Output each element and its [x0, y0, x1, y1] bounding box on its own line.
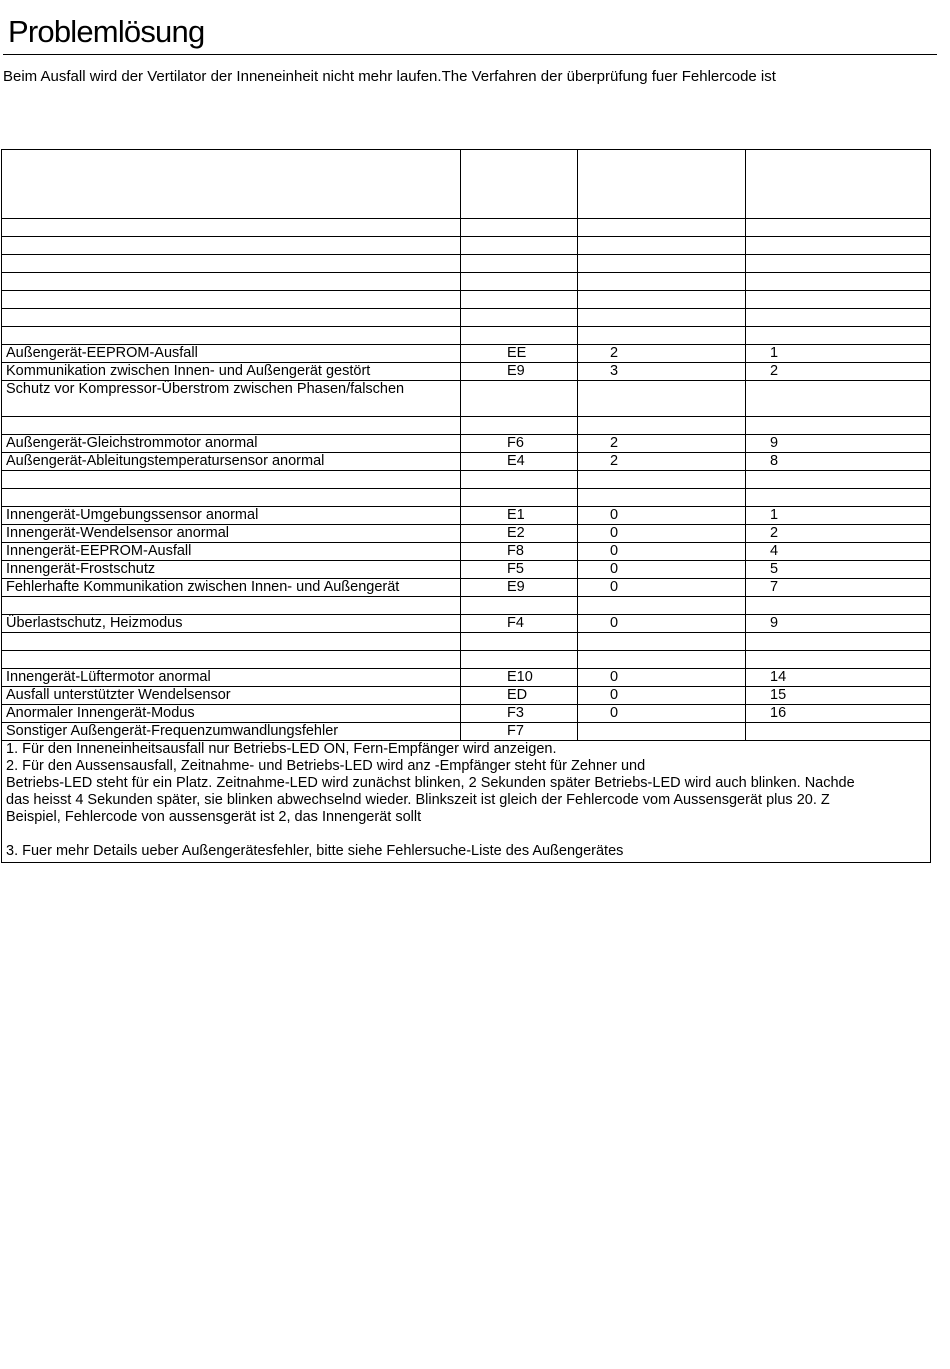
- error-description: Außengerät-Gleichstrommotor anormal: [2, 435, 461, 453]
- error-description: Innengerät-EEPROM-Ausfall: [2, 543, 461, 561]
- blink-count-1: [578, 723, 746, 741]
- blink-count-2: [746, 417, 931, 435]
- error-code: E9: [461, 363, 578, 381]
- blink-count-2: [746, 723, 931, 741]
- error-code: F8: [461, 543, 578, 561]
- notes-row: [2, 741, 931, 863]
- blink-count-2: 9: [746, 435, 931, 453]
- error-code: F5: [461, 561, 578, 579]
- blink-count-2: 5: [746, 561, 931, 579]
- error-description: [2, 150, 461, 219]
- error-code: [461, 417, 578, 435]
- error-description: [2, 417, 461, 435]
- note-line: das heisst 4 Sekunden später, sie blinken abwechselnd wieder. Blinkszeit ist gleich der Fehlercode vom Aussensgerät plus 20. Z: [6, 792, 830, 808]
- table-row: [2, 219, 931, 237]
- error-description: Schutz vor Kompressor-Überstrom zwischen Phasen/falschen: [2, 381, 461, 417]
- note-line: Betriebs-LED steht für ein Platz. Zeitnahme-LED wird zunächst blinken, 2 Sekunden später Betriebs-LED wird auch blinken. Nachde: [6, 775, 855, 791]
- blink-count-2: [746, 273, 931, 291]
- blink-count-1: [578, 381, 746, 417]
- blink-count-2: 1: [746, 345, 931, 363]
- blink-count-2: 2: [746, 363, 931, 381]
- blink-count-1: [578, 597, 746, 615]
- error-description: [2, 255, 461, 273]
- table-row: [2, 525, 931, 543]
- blink-count-2: [746, 309, 931, 327]
- blink-count-1: 0: [578, 525, 746, 543]
- blink-count-1: 0: [578, 669, 746, 687]
- error-code: [461, 255, 578, 273]
- error-description: Innengerät-Frostschutz: [2, 561, 461, 579]
- error-description: Außengerät-Ableitungstemperatursensor anormal: [2, 453, 461, 471]
- blink-count-1: 2: [578, 435, 746, 453]
- error-description: Kommunikation zwischen Innen- und Außengerät gestört: [2, 363, 461, 381]
- error-description: Innengerät-Wendelsensor anormal: [2, 525, 461, 543]
- error-description: Innengerät-Lüftermotor anormal: [2, 669, 461, 687]
- blink-count-2: [746, 651, 931, 669]
- error-code: E9: [461, 579, 578, 597]
- page-title: Problemlösung: [8, 14, 205, 49]
- blink-count-2: 4: [746, 543, 931, 561]
- table-row: [2, 579, 931, 597]
- error-code: ED: [461, 687, 578, 705]
- error-description: [2, 327, 461, 345]
- error-description: [2, 291, 461, 309]
- blink-count-1: 0: [578, 579, 746, 597]
- blink-count-1: [578, 255, 746, 273]
- blink-count-1: 0: [578, 705, 746, 723]
- error-description: Ausfall unterstützter Wendelsensor: [2, 687, 461, 705]
- table-row: [2, 435, 931, 453]
- blink-count-1: [578, 651, 746, 669]
- error-code: E10: [461, 669, 578, 687]
- table-row: [2, 453, 931, 471]
- blink-count-2: [746, 633, 931, 651]
- error-code: F7: [461, 723, 578, 741]
- blink-count-1: [578, 273, 746, 291]
- blink-count-2: 15: [746, 687, 931, 705]
- blink-count-1: [578, 309, 746, 327]
- error-description: Überlastschutz, Heizmodus: [2, 615, 461, 633]
- error-code: [461, 597, 578, 615]
- title-divider: [3, 54, 937, 55]
- error-description: [2, 633, 461, 651]
- table-row: [2, 705, 931, 723]
- blink-count-2: [746, 471, 931, 489]
- error-code: E1: [461, 507, 578, 525]
- table-row: [2, 561, 931, 579]
- blink-count-1: [578, 291, 746, 309]
- error-code: E2: [461, 525, 578, 543]
- blink-count-2: [746, 255, 931, 273]
- error-code: [461, 273, 578, 291]
- error-description: Außengerät-EEPROM-Ausfall: [2, 345, 461, 363]
- error-code: [461, 291, 578, 309]
- error-description: [2, 651, 461, 669]
- error-code: [461, 489, 578, 507]
- blink-count-1: 2: [578, 453, 746, 471]
- error-description: Fehlerhafte Kommunikation zwischen Innen- und Außengerät: [2, 579, 461, 597]
- blink-count-2: 1: [746, 507, 931, 525]
- error-code-table: [1, 149, 931, 863]
- blink-count-2: [746, 291, 931, 309]
- table-row: [2, 471, 931, 489]
- table-row: [2, 273, 931, 291]
- table-row: [2, 723, 931, 741]
- blink-count-2: 16: [746, 705, 931, 723]
- blink-count-2: [746, 237, 931, 255]
- error-code: F4: [461, 615, 578, 633]
- table-row: [2, 255, 931, 273]
- blink-count-2: [746, 219, 931, 237]
- table-row: [2, 543, 931, 561]
- blink-count-2: 7: [746, 579, 931, 597]
- note-line: [6, 826, 926, 843]
- error-code: [461, 381, 578, 417]
- error-description: [2, 273, 461, 291]
- blink-count-2: 8: [746, 453, 931, 471]
- error-code: [461, 633, 578, 651]
- blink-count-2: [746, 597, 931, 615]
- table-row: [2, 237, 931, 255]
- error-code: [461, 471, 578, 489]
- table-row: [2, 327, 931, 345]
- table-row: [2, 669, 931, 687]
- blink-count-2: [746, 381, 931, 417]
- blink-count-1: [578, 219, 746, 237]
- blink-count-1: [578, 471, 746, 489]
- table-row: [2, 489, 931, 507]
- error-code: E4: [461, 453, 578, 471]
- table-row: [2, 597, 931, 615]
- blink-count-1: 0: [578, 615, 746, 633]
- note-line: 1. Für den Inneneinheitsausfall nur Betriebs-LED ON, Fern-Empfänger wird anzeigen.: [6, 741, 557, 757]
- blink-count-1: [578, 150, 746, 219]
- table-row: [2, 363, 931, 381]
- blink-count-1: 3: [578, 363, 746, 381]
- table-header-row: [2, 150, 931, 219]
- blink-count-1: [578, 327, 746, 345]
- blink-count-2: 9: [746, 615, 931, 633]
- blink-count-1: [578, 237, 746, 255]
- error-code: [461, 309, 578, 327]
- note-line: 3. Fuer mehr Details ueber Außengerätesfehler, bitte siehe Fehlersuche-Liste des Außengerätes: [6, 843, 624, 859]
- error-code-rows: [2, 150, 931, 741]
- blink-count-1: [578, 633, 746, 651]
- blink-count-1: 0: [578, 687, 746, 705]
- error-code: [461, 237, 578, 255]
- table-row: [2, 291, 931, 309]
- blink-count-1: [578, 489, 746, 507]
- error-description: [2, 489, 461, 507]
- table-row: [2, 615, 931, 633]
- table-row: [2, 687, 931, 705]
- blink-count-1: 0: [578, 507, 746, 525]
- error-description: Innengerät-Umgebungssensor anormal: [2, 507, 461, 525]
- error-code: F3: [461, 705, 578, 723]
- table-row: [2, 633, 931, 651]
- blink-count-1: 0: [578, 543, 746, 561]
- notes-cell: [2, 741, 931, 863]
- error-description: [2, 597, 461, 615]
- table-row: [2, 345, 931, 363]
- error-code: F6: [461, 435, 578, 453]
- error-code: [461, 327, 578, 345]
- error-description: [2, 309, 461, 327]
- error-description: [2, 237, 461, 255]
- blink-count-2: [746, 489, 931, 507]
- blink-count-1: 2: [578, 345, 746, 363]
- error-code: [461, 150, 578, 219]
- error-code: [461, 651, 578, 669]
- error-description: [2, 471, 461, 489]
- table-row: [2, 381, 931, 417]
- intro-text: Beim Ausfall wird der Vertilator der Inneneinheit nicht mehr laufen.The Verfahren der überprüfung fuer Fehlercode ist: [3, 68, 776, 85]
- error-code: [461, 219, 578, 237]
- note-line: 2. Für den Aussensausfall, Zeitnahme- und Betriebs-LED wird anz -Empfänger steht für Zehner und: [6, 758, 646, 774]
- blink-count-1: [578, 417, 746, 435]
- error-description: Anormaler Innengerät-Modus: [2, 705, 461, 723]
- blink-count-2: [746, 150, 931, 219]
- error-description: [2, 219, 461, 237]
- note-line: Beispiel, Fehlercode von aussensgerät ist 2, das Innengerät sollt: [6, 809, 422, 825]
- blink-count-2: 2: [746, 525, 931, 543]
- blink-count-2: [746, 327, 931, 345]
- table-row: [2, 651, 931, 669]
- table-row: [2, 417, 931, 435]
- table-row: [2, 507, 931, 525]
- error-description: Sonstiger Außengerät-Frequenzumwandlungsfehler: [2, 723, 461, 741]
- error-code: EE: [461, 345, 578, 363]
- blink-count-1: 0: [578, 561, 746, 579]
- table-row: [2, 309, 931, 327]
- blink-count-2: 14: [746, 669, 931, 687]
